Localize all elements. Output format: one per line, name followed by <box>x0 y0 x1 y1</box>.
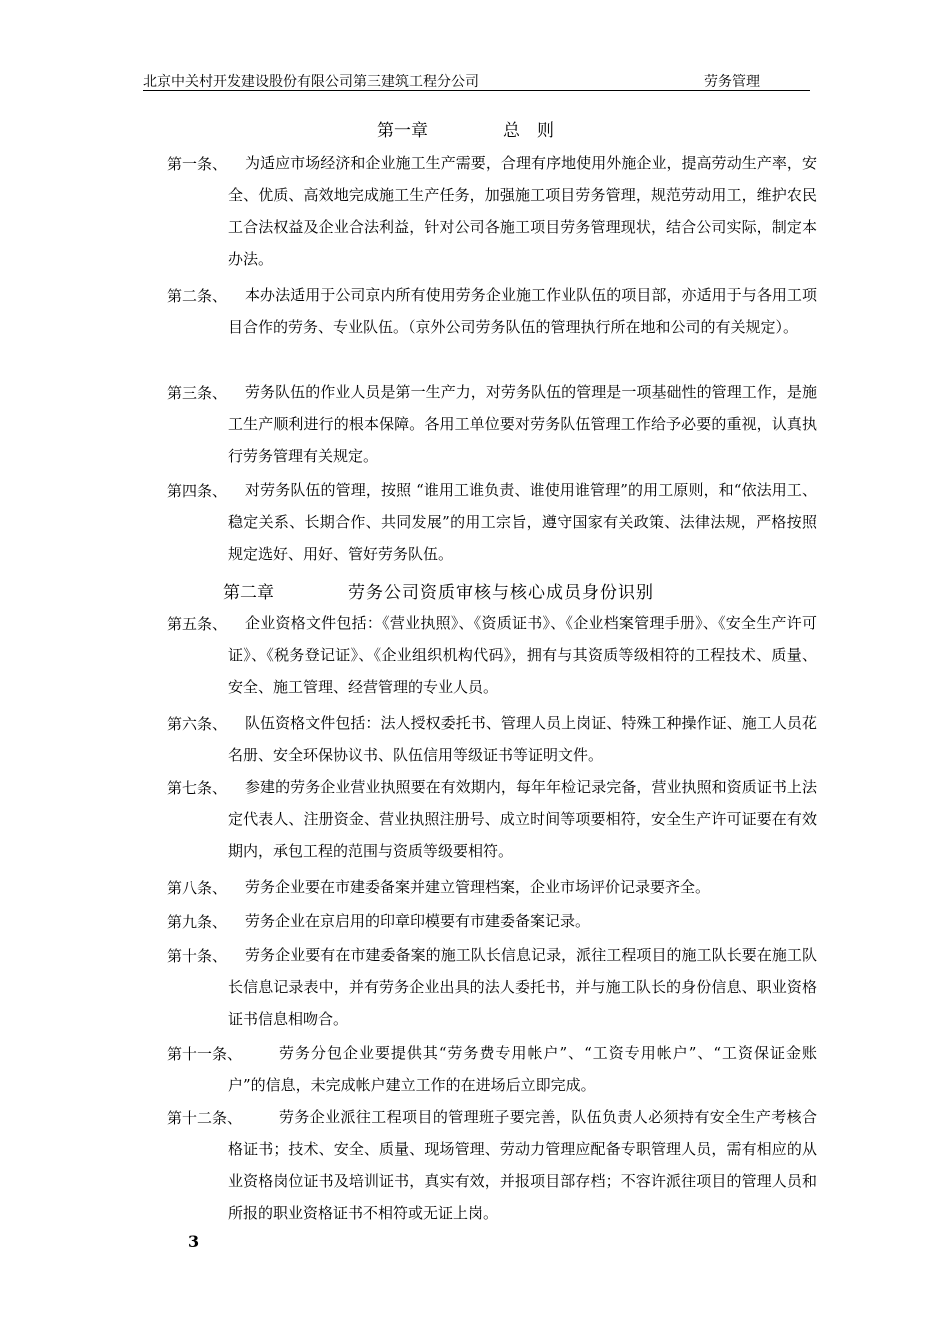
article-text: 劳务分包企业要提供其“劳务费专用帐户”、“工资专用帐户”、“工资保证金账户”的信息，未完成帐户建立工作的在进场后立即完成。 <box>228 1044 817 1094</box>
chapter-1-title: 总 则 <box>503 121 554 141</box>
article-text: 企业资格文件包括：《营业执照》、《资质证书》、《企业档案管理手册》、《安全生产许可证》、《税务登记证》、《企业组织机构代码》，拥有与其资质等级相符的工程技术、质量、安全、施工管理、经营管理的专业人员。 <box>228 614 817 696</box>
article-label: 第八条、 <box>167 879 228 897</box>
article-text: 劳务企业派往工程项目的管理班子要完善，队伍负责人必须持有安全生产考核合格证书；技术、安全、质量、现场管理、劳动力管理应配备专职管理人员，需有相应的从业资格岗位证书及培训证书，真实有效，并报项目部存档；不容许派往项目的管理人员和所报的职业资格证书不相符或无证上岗。 <box>228 1108 817 1222</box>
chapter-2-title: 劳务公司资质审核与核心成员身份识别 <box>348 583 654 603</box>
article-text: 劳务队伍的作业人员是第一生产力，对劳务队伍的管理是一项基础性的管理工作，是施工生产顺利进行的根本保障。各用工单位要对劳务队伍管理工作给予必要的重视，认真执行劳务管理有关规定。 <box>228 383 817 465</box>
article-label: 第十条、 <box>167 947 228 965</box>
article-5 <box>167 607 817 703</box>
article-2 <box>167 279 817 343</box>
article-text: 本办法适用于公司京内所有使用劳务企业施工作业队伍的项目部，亦适用于与各用工项目合作的劳务、专业队伍。（京外公司劳务队伍的管理执行所在地和公司的有关规定）。 <box>228 286 817 336</box>
article-text: 为适应市场经济和企业施工生产需要，合理有序地使用外施企业，提高劳动生产率，安全、优质、高效地完成施工生产任务，加强施工项目劳务管理，规范劳动用工，维护农民工合法权益及企业合法利益，针对公司各施工项目劳务管理现状，结合公司实际，制定本办法。 <box>228 154 817 268</box>
article-9 <box>167 905 817 937</box>
article-text: 劳务企业要在市建委备案并建立管理档案，企业市场评价记录要齐全。 <box>245 878 711 896</box>
article-1 <box>167 147 817 275</box>
article-text: 对劳务队伍的管理，按照 “谁用工谁负责、谁使用谁管理”的用工原则，和“依法用工、稳定关系、长期合作、共同发展”的用工宗旨，遵守国家有关政策、法律法规，严格按照规定选好、用好、管好劳务队伍。 <box>228 481 817 563</box>
article-label: 第九条、 <box>167 913 228 931</box>
article-text: 参建的劳务企业营业执照要在有效期内，每年年检记录完备，营业执照和资质证书上法定代表人、注册资金、营业执照注册号、成立时间等项要相符，安全生产许可证要在有效期内，承包工程的范围与资质等级要相符。 <box>228 778 817 860</box>
article-label: 第十一条、 <box>167 1045 243 1063</box>
page-header <box>143 70 810 91</box>
page-number: 3 <box>188 1232 200 1251</box>
article-label: 第六条、 <box>167 715 228 733</box>
article-label: 第四条、 <box>167 482 228 500</box>
article-11 <box>167 1037 817 1101</box>
article-text: 劳务企业在京启用的印章印模要有市建委备案记录。 <box>245 912 591 930</box>
article-7 <box>167 771 817 867</box>
article-label: 第七条、 <box>167 779 228 797</box>
chapter-1-number: 第一章 <box>377 121 428 141</box>
article-12 <box>167 1101 817 1229</box>
article-label: 第二条、 <box>167 287 228 305</box>
article-label: 第三条、 <box>167 384 228 402</box>
article-text: 队伍资格文件包括：法人授权委托书、管理人员上岗证、特殊工种操作证、施工人员花名册、安全环保协议书、队伍信用等级证书等证明文件。 <box>228 714 817 764</box>
header-dept: 劳务管理 <box>704 74 760 90</box>
article-text: 劳务企业要有在市建委备案的施工队长信息记录，派往工程项目的施工队长要在施工队长信息记录表中，并有劳务企业出具的法人委托书，并与施工队长的身份信息、职业资格证书信息相吻合。 <box>228 946 817 1028</box>
chapter-2-number: 第二章 <box>223 583 274 603</box>
article-label: 第十二条、 <box>167 1109 243 1127</box>
header-org: 北京中关村开发建设股份有限公司第三建筑工程分公司 <box>143 74 479 90</box>
article-6 <box>167 707 817 771</box>
article-3 <box>167 376 817 472</box>
article-10 <box>167 939 817 1035</box>
article-label: 第一条、 <box>167 155 228 173</box>
article-4 <box>167 474 817 570</box>
article-8 <box>167 871 817 903</box>
article-label: 第五条、 <box>167 615 228 633</box>
